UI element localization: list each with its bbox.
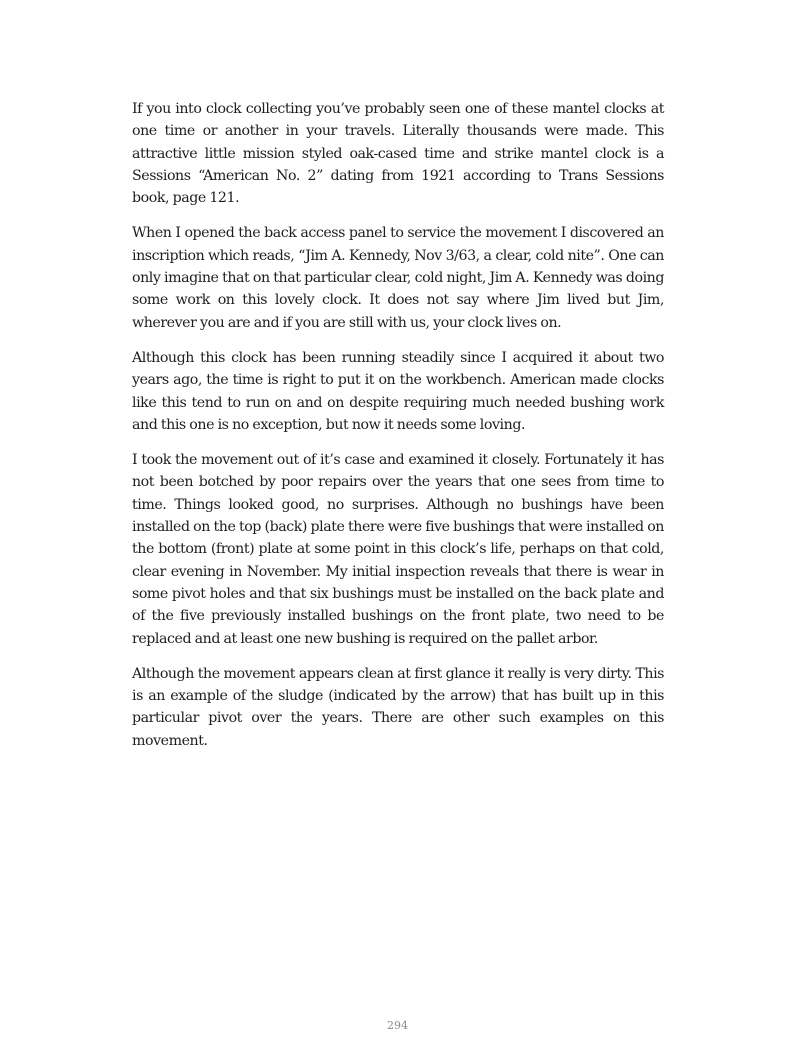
body-text — [132, 98, 664, 765]
paragraph-inspection: I took the movement out of it’s case and examined it closely. Fortunately it has not been botched by poor repairs over the years that one sees from time to time. Things looked good, no surprises. Although no bushings have been installed on the top (back) plate there were five bushings that were installed on the bottom (front) plate at some point in this clock’s life, perhaps on that cold, clear evening in November. My initial inspection reveals that there is wear in some pivot holes and that six bushings must be installed on the back plate and of the five previously installed bushings on the front plate, two need to be replaced and at least one new bushing is required on the pallet arbor. — [132, 452, 664, 647]
paragraph-running: Although this clock has been running steadily since I acquired it about two years ago, the time is right to put it on the workbench. American made clocks like this tend to run on and on despite requiring much needed bushing work and this one is no exception, but now it needs some loving. — [132, 349, 664, 433]
paragraph-inscription: When I opened the back access panel to service the movement I discovered an inscription which reads, “Jim A. Kennedy, Nov 3/63, a clear, cold nite”. One can only imagine that on that particular clear, cold night, Jim A. Kennedy was doing some work on this lovely clock. It does not say where Jim lived but Jim, wherever you are and if you are still with us, your clock lives on. — [132, 225, 664, 331]
paragraph-sludge: Although the movement appears clean at first glance it really is very dirty. This is an example of the sludge (indicated by the arrow) that has built up in this particular pivot over the years. There are other such examples on this movement. — [132, 665, 664, 749]
paragraph-intro: If you into clock collecting you’ve probably seen one of these mantel clocks at one time or another in your travels. Literally thousands were made. This attractive little mission styled oak-cased time and strike mantel clock is a Sessions “American No. 2” dating from 1921 according to Trans Sessions book, page 121. — [132, 101, 664, 207]
page-number: 294 — [387, 1019, 408, 1032]
